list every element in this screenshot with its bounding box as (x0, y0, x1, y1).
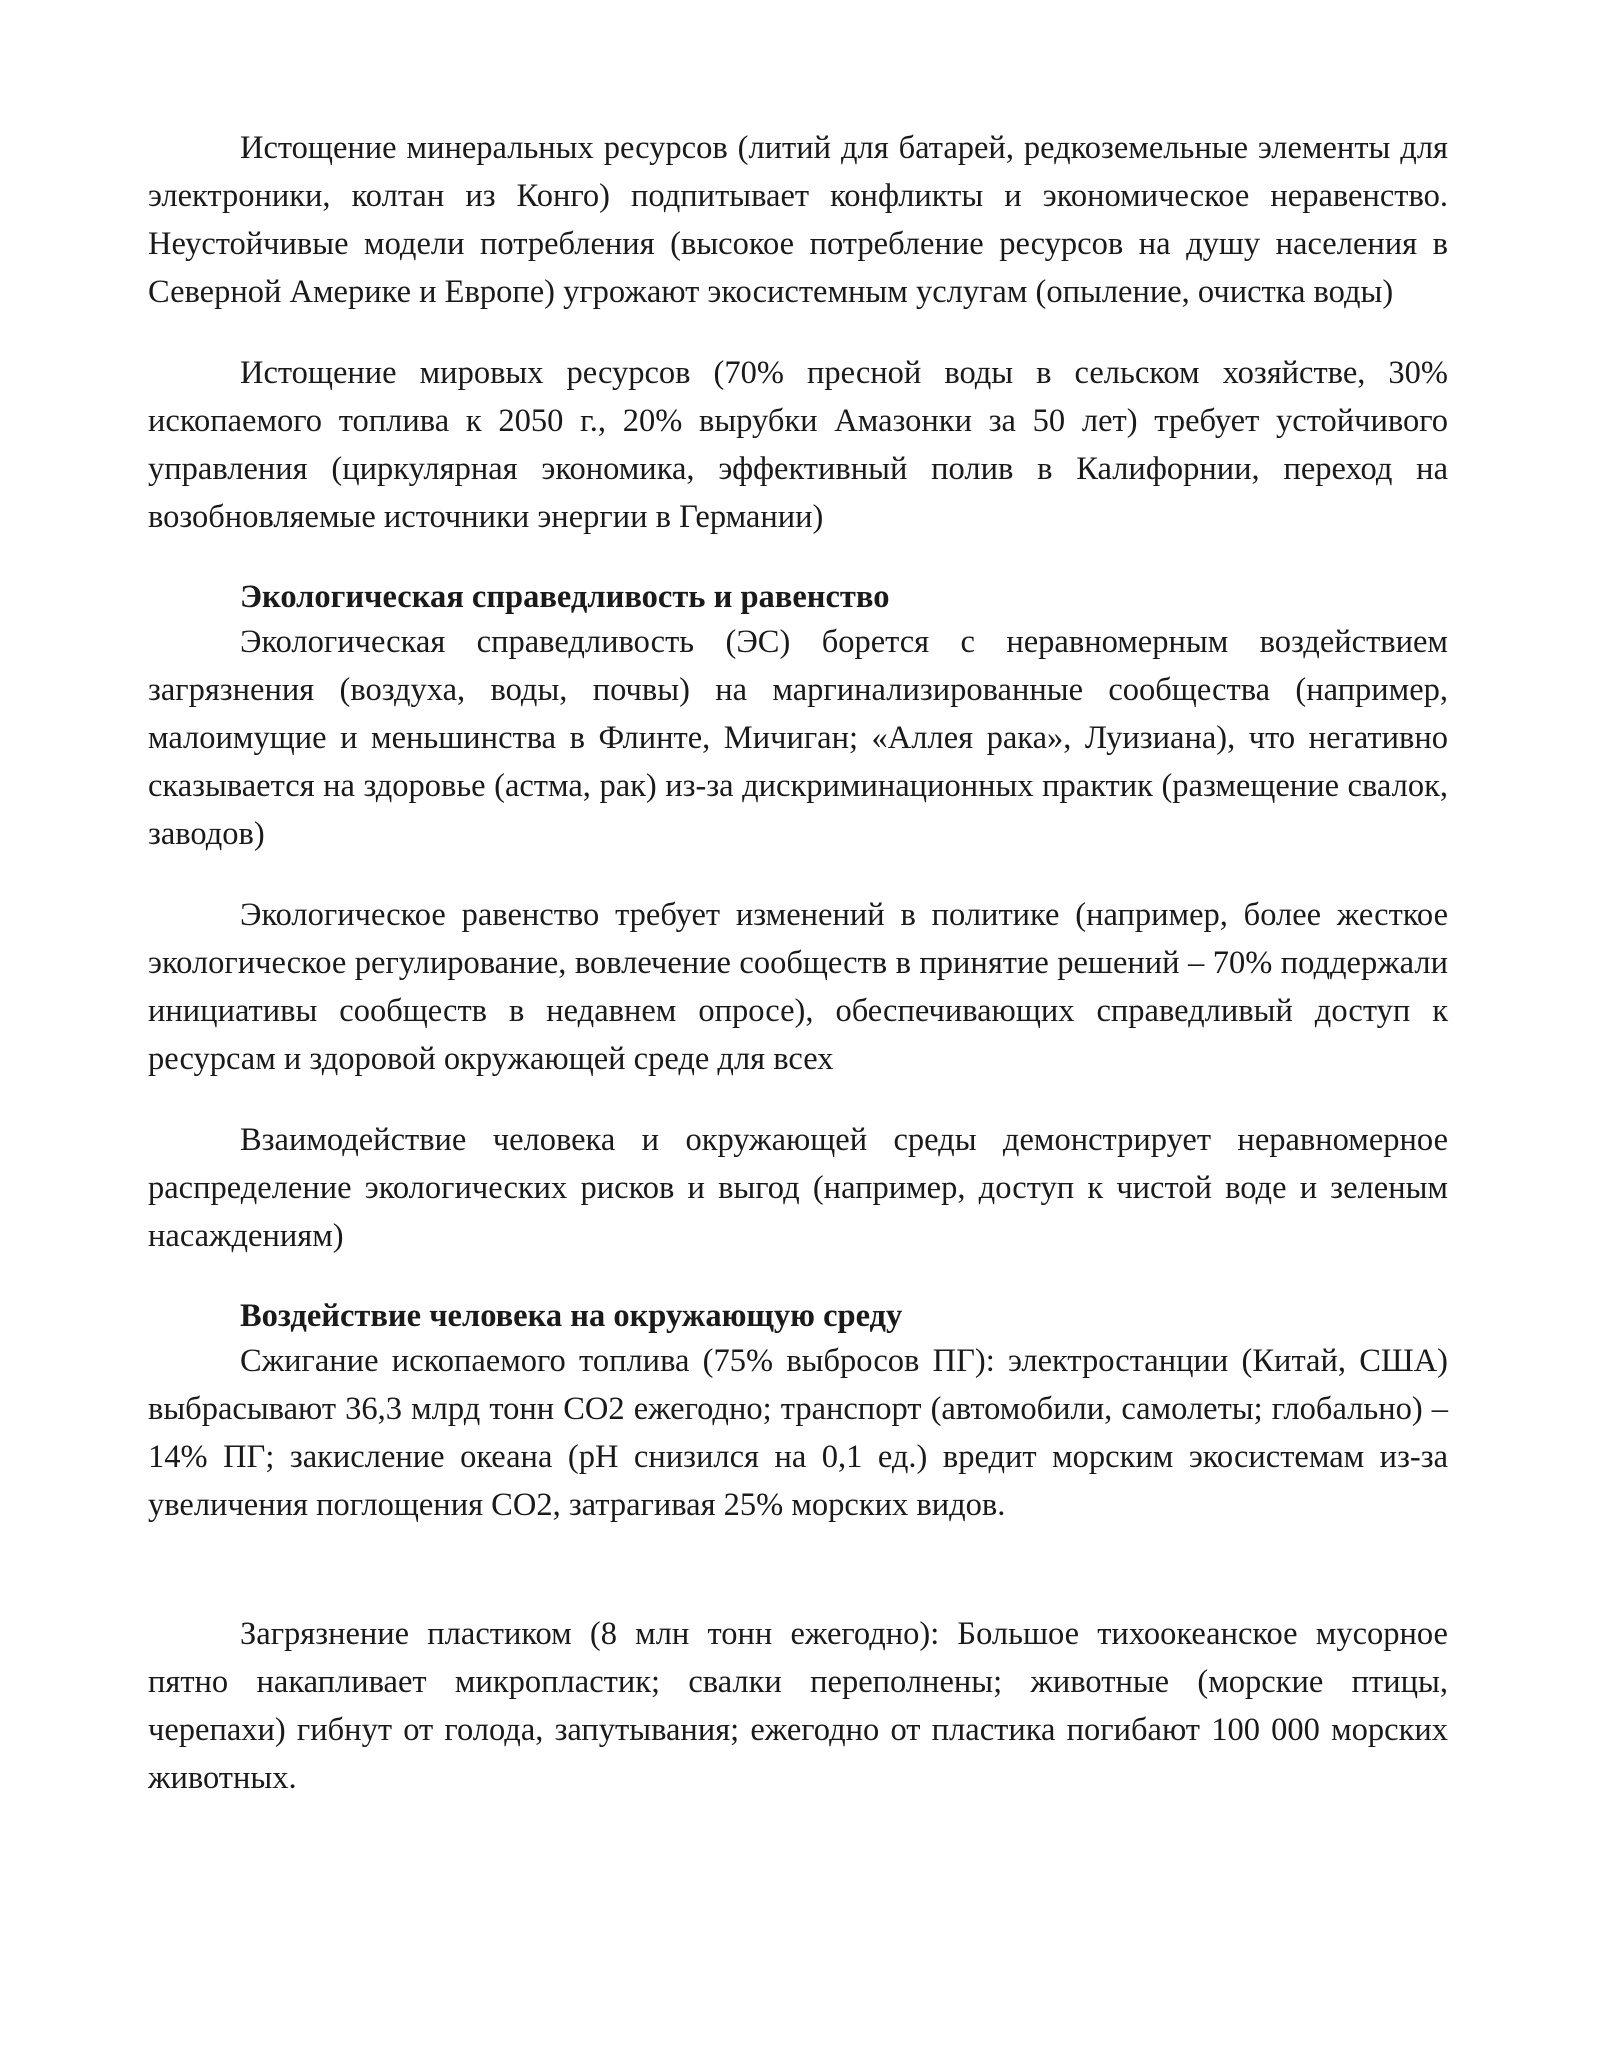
paragraph-mineral-resources: Истощение минеральных ресурсов (литий для батарей, редкоземельные элементы для электроники, колтан из Конго) подпитывает конфликты и экономическое неравенство. Неустойчивые модели потребления (высокое потребление ресурсов на душу населения в Северной Америке и Европе) угрожают экосистемным услугам (опыление, очистка воды) (148, 130, 1448, 310)
heading-human-impact: Воздействие человека на окружающую среду (240, 1298, 903, 1334)
paragraph-fossil-fuels: Сжигание ископаемого топлива (75% выбросов ПГ): электростанции (Китай, США) выбрасывают 36,3 млрд тонн CO2 ежегодно; транспорт (автомобили, самолеты; глобально) – 14% ПГ; закисление океана (pH снизился на 0,1 ед.) вредит морским экосистемам из-за увеличения поглощения CO2, затрагивая 25% морских видов. (148, 1343, 1448, 1523)
paragraph-environmental-equity: Экологическое равенство требует изменений в политике (например, более жесткое экологическое регулирование, вовлечение сообществ в принятие решений – 70% поддержали инициативы сообществ в недавнем опросе), обеспечивающих справедливый доступ к ресурсам и здоровой окружающей среде для всех (148, 897, 1448, 1077)
heading-environmental-justice: Экологическая справедливость и равенство (240, 579, 890, 615)
paragraph-environmental-justice: Экологическая справедливость (ЭС) борется с неравномерным воздействием загрязнения (воздуха, воды, почвы) на маргинализированные сообщества (например, малоимущие и меньшинства в Флинте, Мичиган; «Аллея рака», Луизиана), что негативно сказывается на здоровье (астма, рак) из-за дискриминационных практик (размещение свалок, заводов) (148, 624, 1448, 852)
paragraph-human-environment-interaction: Взаимодействие человека и окружающей среды демонстрирует неравномерное распределение экологических рисков и выгод (например, доступ к чистой воде и зеленым насаждениям) (148, 1122, 1448, 1254)
document-body (148, 124, 1448, 1802)
paragraph-spacer (148, 1529, 1448, 1610)
paragraph-world-resources: Истощение мировых ресурсов (70% пресной воды в сельском хозяйстве, 30% ископаемого топлива к 2050 г., 20% вырубки Амазонки за 50 лет) требует устойчивого управления (циркулярная экономика, эффективный полив в Калифорнии, переход на возобновляемые источники энергии в Германии) (148, 355, 1448, 535)
paragraph-plastic-pollution: Загрязнение пластиком (8 млн тонн ежегодно): Большое тихоокеанское мусорное пятно накапливает микропластик; свалки переполнены; животные (морские птицы, черепахи) гибнут от голода, запутывания; ежегодно от пластика погибают 100 000 морских животных. (148, 1616, 1448, 1796)
